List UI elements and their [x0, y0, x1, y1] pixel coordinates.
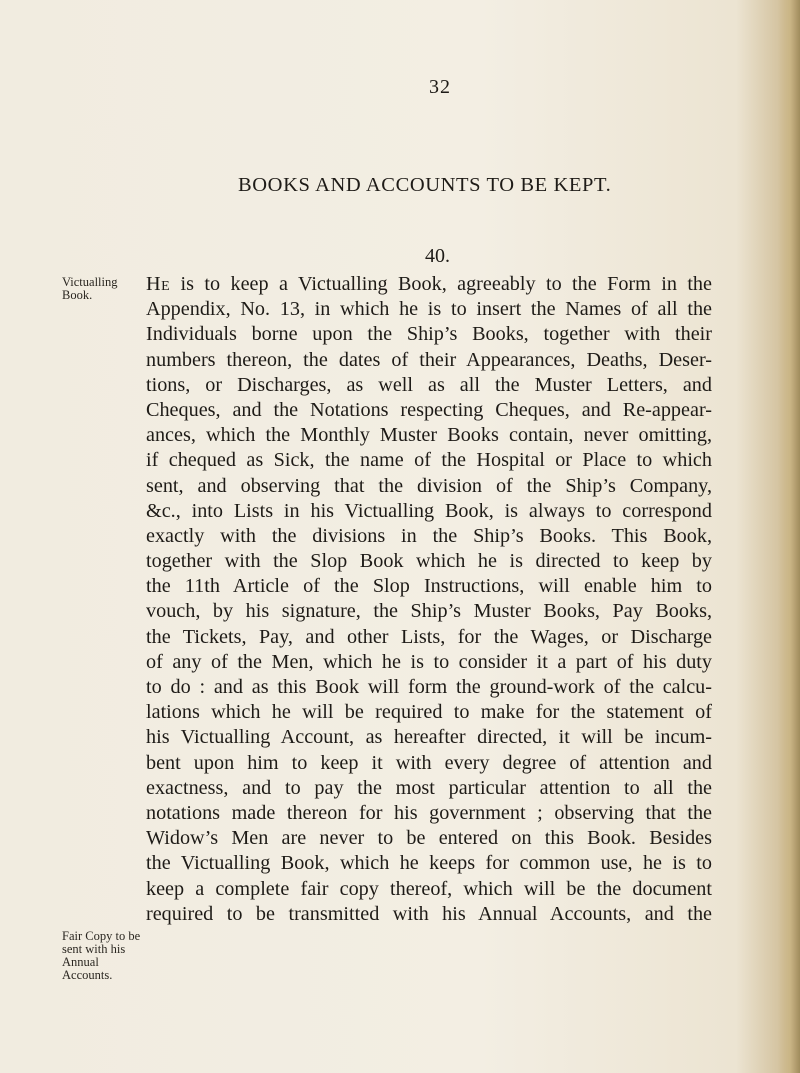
text-line: sent, and observing that the division of the Ship’s Company, — [146, 474, 712, 497]
text-line: Cheques, and the Notations respecting Cheques, and Re-appear- — [146, 398, 712, 421]
text-line: bent upon him to keep it with every degree of attention and — [146, 751, 712, 774]
chapter-heading: BOOKS AND ACCOUNTS TO BE KEPT. — [238, 174, 612, 196]
text-line: numbers thereon, the dates of their Appearances, Deaths, Deser- — [146, 348, 712, 371]
text-line: notations made thereon for his government ; observing that the — [146, 801, 712, 824]
text-line: &c., into Lists in his Victualling Book, is always to correspond — [146, 499, 712, 522]
text-line: ances, which the Monthly Muster Books contain, never omitting, — [146, 424, 712, 447]
text-line: tions, or Discharges, as well as all the Muster Letters, and — [146, 373, 712, 396]
text-line — [146, 272, 712, 297]
text-line: lations which he will be required to make for the statement of — [146, 701, 712, 724]
text-line: Appendix, No. 13, in which he is to insert the Names of all the — [146, 298, 712, 321]
text-line: required to be transmitted with his Annual Accounts, and the — [146, 902, 712, 925]
text-line: of any of the Men, which he is to consider it a part of his duty — [146, 650, 712, 673]
text-line: his Victualling Account, as hereafter directed, it will be incum- — [146, 726, 712, 749]
text-line: exactly with the divisions in the Ship’s Books. This Book, — [146, 524, 712, 547]
text-line: together with the Slop Book which he is directed to keep by — [146, 550, 712, 573]
page-number: 32 — [429, 76, 451, 98]
text-line: the Tickets, Pay, and other Lists, for the Wages, or Discharge — [146, 625, 712, 648]
page-edge-shadow — [778, 0, 800, 1073]
text-line: to do : and as this Book will form the ground-work of the calcu- — [146, 676, 712, 698]
body-paragraph — [146, 272, 712, 927]
margin-note-fair-copy: Fair Copy to be sent with his Annual Accounts. — [62, 929, 141, 982]
text-line: Widow’s Men are never to be entered on this Book. Besides — [146, 827, 712, 850]
text-line: the Victualling Book, which he keeps for common use, he is to — [146, 852, 712, 875]
section-number: 40. — [425, 245, 450, 267]
text-line: exactness, and to pay the most particular attention to all the — [146, 776, 712, 799]
margin-note-victualling-book: Victualling Book. — [62, 275, 118, 302]
text-line: the 11th Article of the Slop Instructions, will enable him to — [146, 575, 712, 598]
text-line: Individuals borne upon the Ship’s Books, together with their — [146, 323, 712, 346]
text-line: if chequed as Sick, the name of the Hospital or Place to which — [146, 449, 712, 472]
text-line: keep a complete fair copy thereof, which will be the document — [146, 877, 712, 900]
text-line-content: is to keep a Victualling Book, agreeably to the Form in the — [180, 273, 712, 295]
drop-word: He — [146, 273, 171, 295]
text-line: vouch, by his signature, the Ship’s Muster Books, Pay Books, — [146, 600, 712, 623]
